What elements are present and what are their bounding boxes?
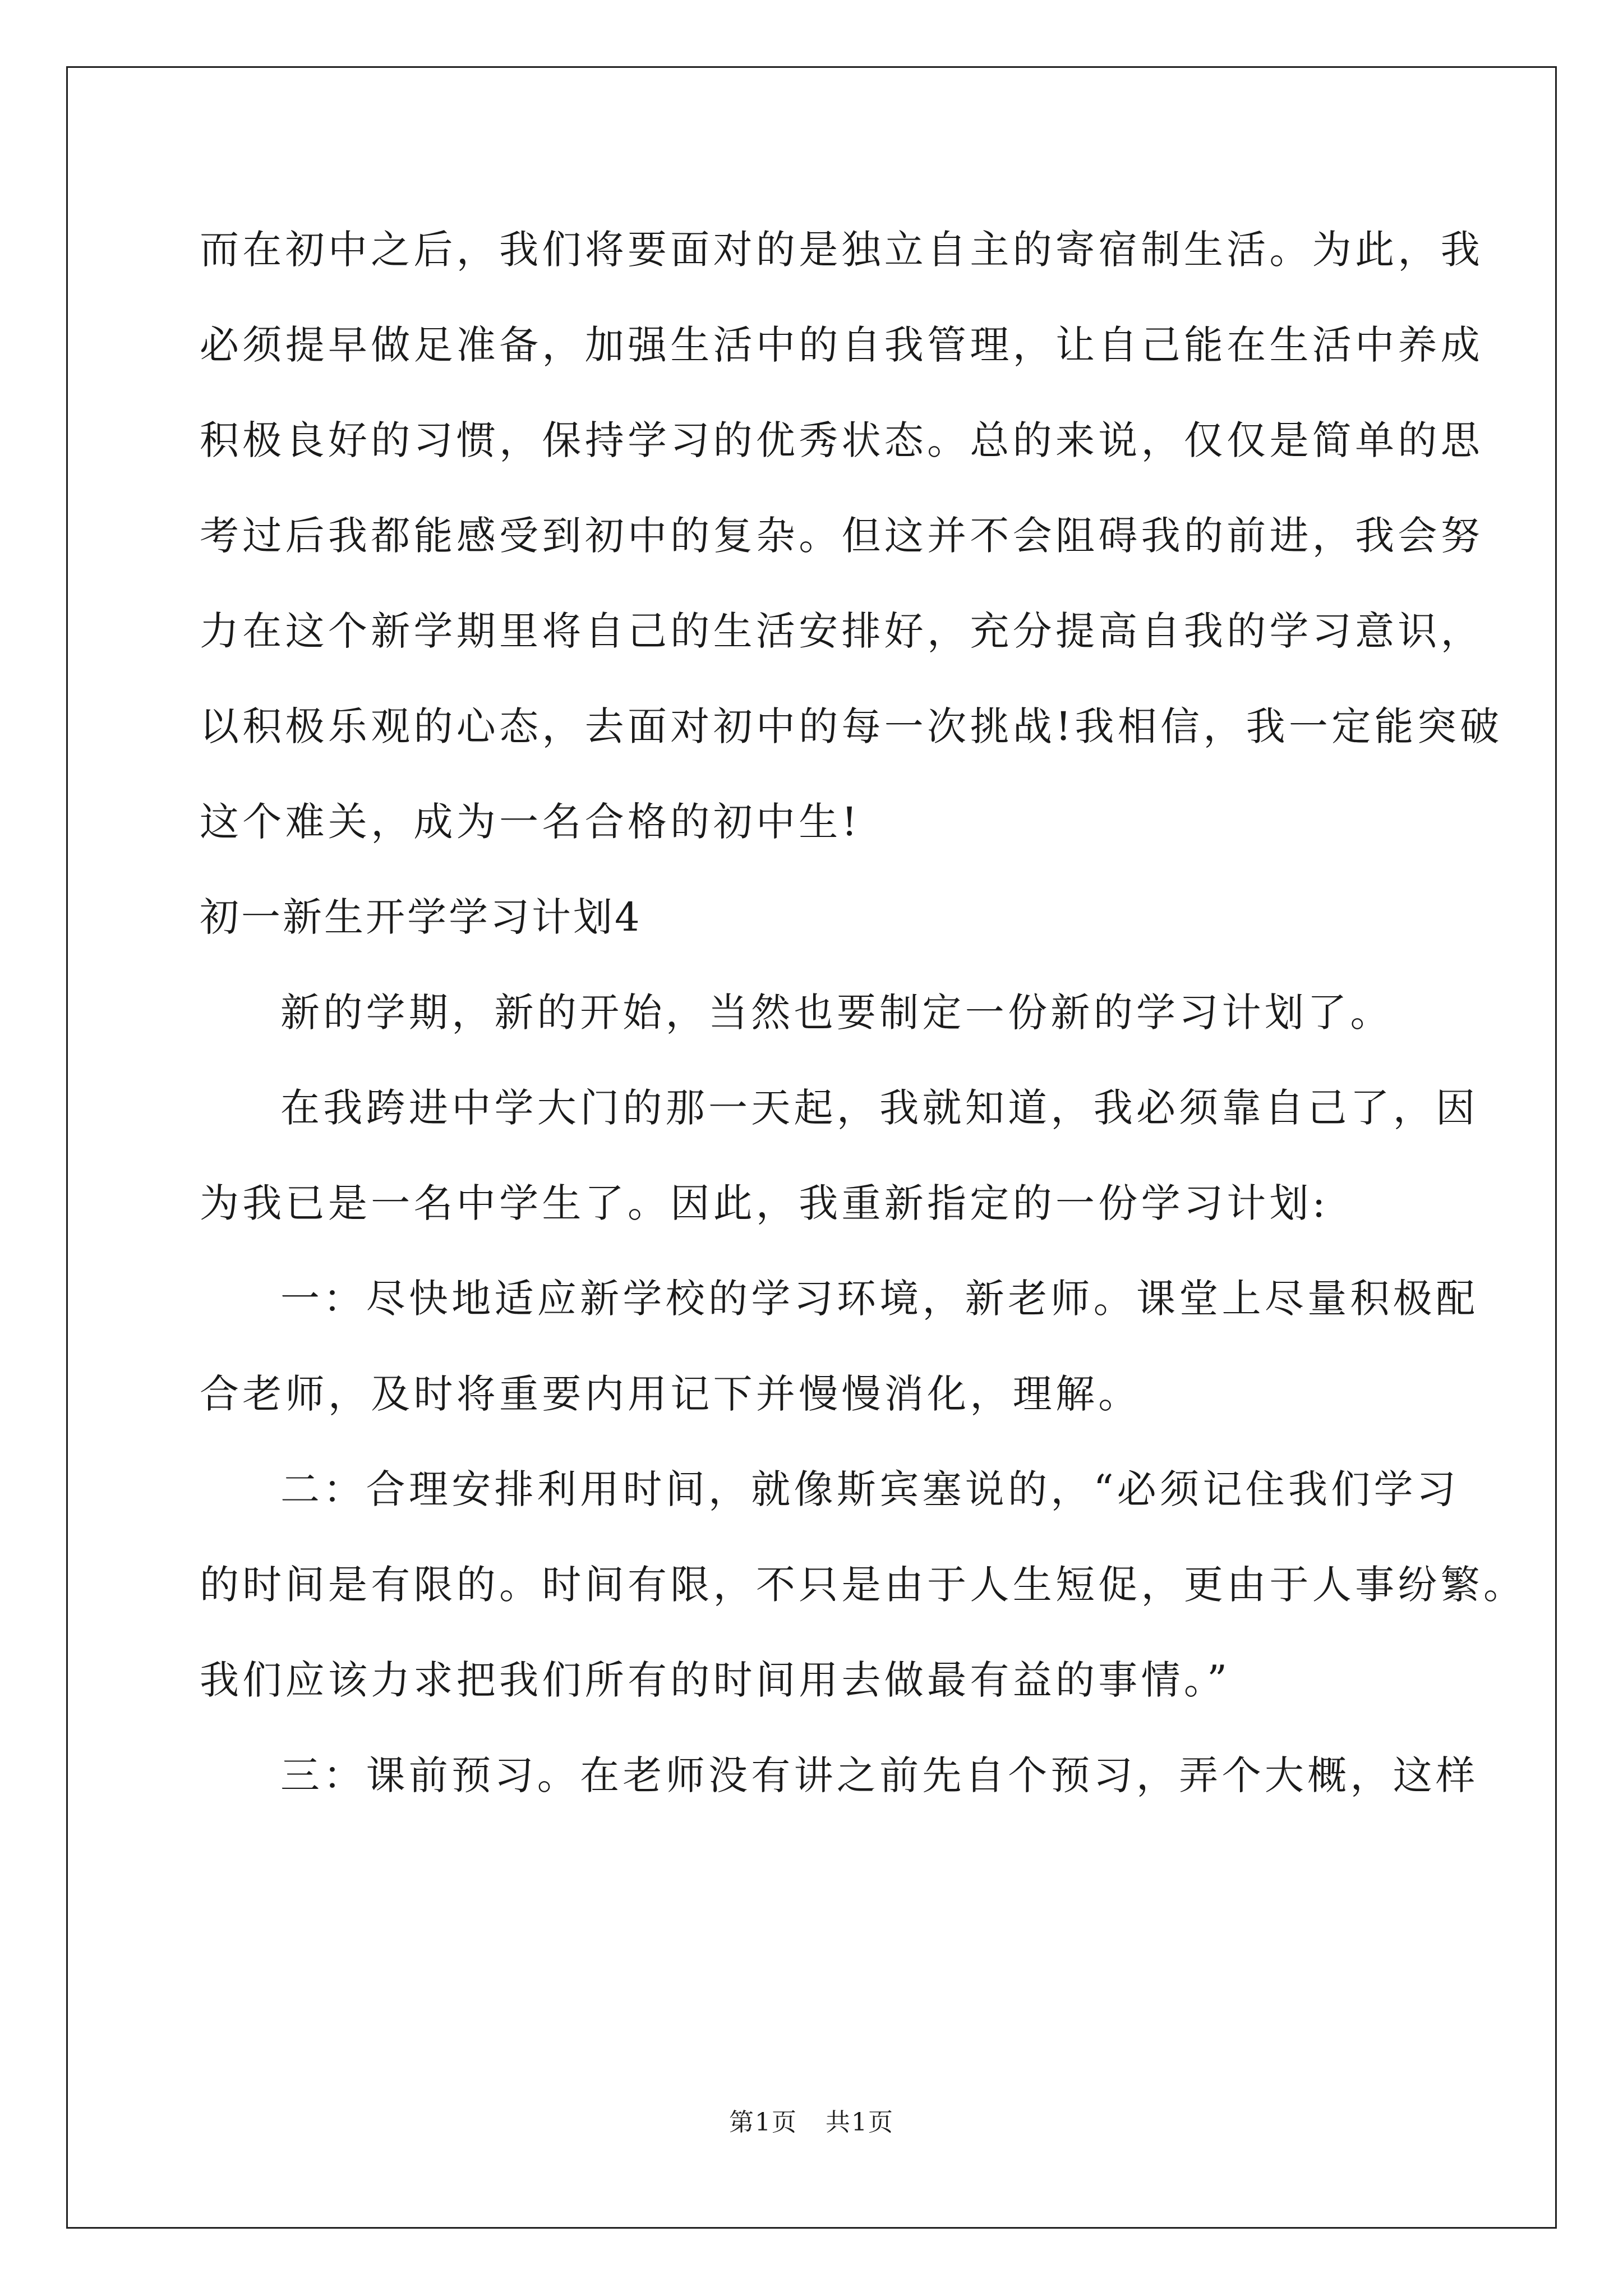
paragraph-line: 三：课前预习。在老师没有讲之前先自个预习，弄个大概，这样	[280, 1752, 1479, 1798]
paragraph-line: 考过后我都能感受到初中的复杂。但这并不会阻碍我的前进，我会努	[200, 513, 1483, 559]
paragraph-line: 这个难关，成为一名合格的初中生!	[200, 799, 861, 845]
page-number-current: 第1页	[729, 2108, 797, 2137]
paragraph-line: 积极良好的习惯，保持学习的优秀状态。总的来说，仅仅是简单的思	[200, 417, 1483, 463]
paragraph-line: 新的学期，新的开始，当然也要制定一份新的学习计划了。	[280, 990, 1393, 1036]
page-number-total: 共1页	[826, 2108, 894, 2137]
paragraph-line: 必须提早做足准备，加强生活中的自我管理，让自己能在生活中养成	[200, 322, 1483, 368]
paragraph-line: 我们应该力求把我们所有的时间用去做最有益的事情。”	[200, 1657, 1231, 1703]
paragraph-line: 合老师，及时将重要内用记下并慢慢消化，理解。	[200, 1371, 1141, 1417]
paragraph-line: 在我跨进中学大门的那一天起，我就知道，我必须靠自己了，因	[280, 1085, 1479, 1131]
paragraph-line: 一：尽快地适应新学校的学习环境，新老师。课堂上尽量积极配	[280, 1276, 1479, 1322]
section-heading: 初一新生开学学习计划4	[200, 894, 642, 940]
page-border	[66, 66, 1557, 2229]
paragraph-line: 为我已是一名中学生了。因此，我重新指定的一份学习计划:	[200, 1180, 1329, 1226]
paragraph-line: 以积极乐观的心态，去面对初中的每一次挑战!我相信，我一定能突破	[200, 703, 1503, 749]
paragraph-line: 二：合理安排利用时间，就像斯宾塞说的，“必须记住我们学习	[280, 1466, 1460, 1512]
paragraph-line: 力在这个新学期里将自己的生活安排好，充分提高自我的学习意识，	[200, 608, 1483, 654]
paragraph-line: 的时间是有限的。时间有限，不只是由于人生短促，更由于人事纷繁。	[200, 1562, 1527, 1608]
page-footer	[0, 2106, 1623, 2139]
paragraph-line: 而在初中之后，我们将要面对的是独立自主的寄宿制生活。为此，我	[200, 227, 1483, 273]
